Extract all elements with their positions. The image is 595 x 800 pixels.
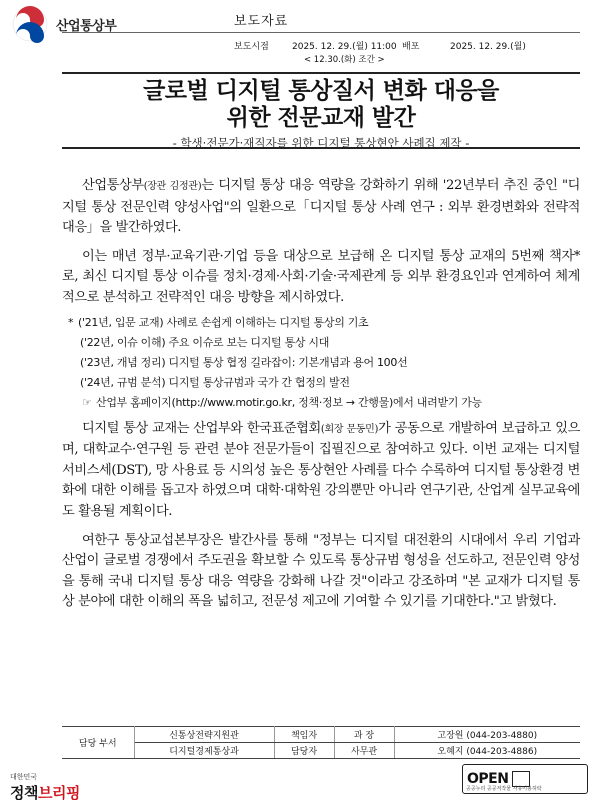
headline-line-1: 글로벌 디지털 통상질서 변화 대응을 (143, 78, 499, 104)
download-note (82, 393, 580, 413)
p1-rest: 는 디지털 통상 대응 역량을 강화하기 위해 '22년부터 추진 중인 "디지털 통상 전문인력 양성사업"의 일환으로「디지털 통상 사례 연구 : 외부 환경변화와 전략적 대응」을 발간하였다. (62, 178, 580, 236)
list-item (68, 313, 580, 333)
paragraph-2: 이는 매년 정부·교육기관·기업 등을 대상으로 보급해 온 디지털 통상 교재의 5번째 책자*로, 최신 디지털 통상 이슈를 정치·경제·사회·기술·국제관계 등 외부 환경요인과 연계하여 체계적으로 분석하고 전략적인 대응 방향을 제시하였다. (62, 248, 580, 305)
release-time-sub: < 12.30.(화) 조간 > (303, 55, 385, 65)
paragraph-1 (62, 176, 580, 239)
paragraph-3 (62, 419, 580, 523)
release-time-value: 2025. 12. 29.(월) 11:00 (292, 42, 397, 52)
download-text: 산업부 홈페이지(http://www.motir.go.kr, 정책·정보 → 간행물)에서 내려받기 가능 (96, 395, 482, 409)
p3-rest: 가 공동으로 개발하여 보급하고 있으며, 대학교수·연구원 등 관련 분야 전문가들이 집필진으로 참여하고 있다. 이번 교재는 디지털서비스세(DST), 망 사용료 등 시의성 높은 통상현안 사례를 다수 수록하여 디지털 통상환경 변화에 대한 이해를 돕고자 하였으며 대학·대학원 강의뿐만 아니라 연구기관, 산업계 실무교육에도 활용될 계획이다. (62, 420, 580, 519)
dept-1: 신통상전략지원관 (134, 727, 274, 743)
subtitle: - 학생·전문가·재직자를 위한 디지털 통상현안 사례집 제작 - (172, 136, 470, 150)
brand-small: 대한민국 (10, 773, 38, 781)
brand-big (10, 784, 80, 800)
press-header (62, 8, 580, 33)
headline-line-2: 위한 전문교재 발간 (226, 105, 416, 131)
brand-part-b: 브리핑 (37, 784, 80, 800)
article-body (62, 176, 580, 613)
distribution-date: 2025. 12. 29.(월) (450, 42, 526, 52)
list-item (80, 353, 580, 373)
pointing-hand-icon: ☞ (82, 395, 92, 409)
list-item-text: ('22년, 이슈 이해) 주요 이슈로 보는 디지털 통상 시대 (80, 335, 330, 349)
open-sub: 공공누리 공공저작물 자유이용허락 (466, 786, 542, 792)
textbook-list (62, 313, 580, 413)
list-item-text: ('23년, 개념 정리) 디지털 통상 협정 길라잡이: 기본개념과 용어 100선 (80, 355, 408, 369)
table-row (62, 743, 580, 759)
person-2: 오혜지 (044-203-4886) (394, 743, 580, 759)
staff-label: 담당자 (274, 743, 334, 759)
open-word: OPEN (467, 771, 509, 787)
taegeuk-emblem-icon (10, 4, 50, 44)
dept-2: 디지털경제통상과 (134, 743, 274, 759)
dept-label: 담당 부서 (62, 727, 134, 759)
list-item-text: ('24년, 규범 분석) 디지털 통상규범과 국가 간 협정의 발전 (80, 375, 350, 389)
brand-part-a: 정책 (10, 784, 38, 800)
footnote-star: * (68, 315, 74, 329)
role-2: 사무관 (334, 743, 394, 759)
list-item (80, 373, 580, 393)
distribution-label: 배포 (402, 42, 420, 52)
kogl-open-badge (462, 764, 588, 794)
policy-briefing-logo (10, 772, 80, 800)
list-item (80, 333, 580, 353)
role-1: 과 장 (334, 727, 394, 743)
table-row (62, 727, 580, 743)
p1-note: (장관 김정관) (143, 181, 202, 192)
list-item-text: ('21년, 입문 교재) 사례로 손쉽게 이해하는 디지털 통상의 기초 (78, 315, 369, 329)
p3-note: (회장 문동민) (320, 423, 379, 435)
resp-label: 책임자 (274, 727, 334, 743)
ministry-name: 산업통상부 (56, 18, 117, 34)
release-time (292, 39, 397, 65)
p3-lead: 디지털 통상 교재는 산업부와 한국표준협회 (82, 420, 321, 436)
paragraph-4: 여한구 통상교섭본부장은 발간사를 통해 "정부는 디지털 대전환의 시대에서 우리 기업과 산업이 글로벌 경쟁에서 주도권을 확보할 수 있도록 통상규범 형성을 선도하고, 전문인력 양성을 통해 국내 디지털 통상 대응 역량을 강화해 나갈 것"이라고 강조하며 "본 교재가 디지털 통상 분야에 대한 이해의 폭을 넓히고, 전문성 제고에 기여할 수 있기를 기대한다."고 밝혔다. (62, 532, 580, 610)
headline (62, 78, 580, 132)
ministry-logo (10, 4, 116, 44)
title-box (62, 72, 580, 149)
contact-table (62, 726, 580, 759)
doc-type-label: 보도자료 (234, 14, 289, 29)
person-1: 고장원 (044-203-4880) (394, 727, 580, 743)
release-time-label: 보도시점 (234, 42, 269, 52)
p1-lead: 산업통상부 (82, 178, 144, 193)
